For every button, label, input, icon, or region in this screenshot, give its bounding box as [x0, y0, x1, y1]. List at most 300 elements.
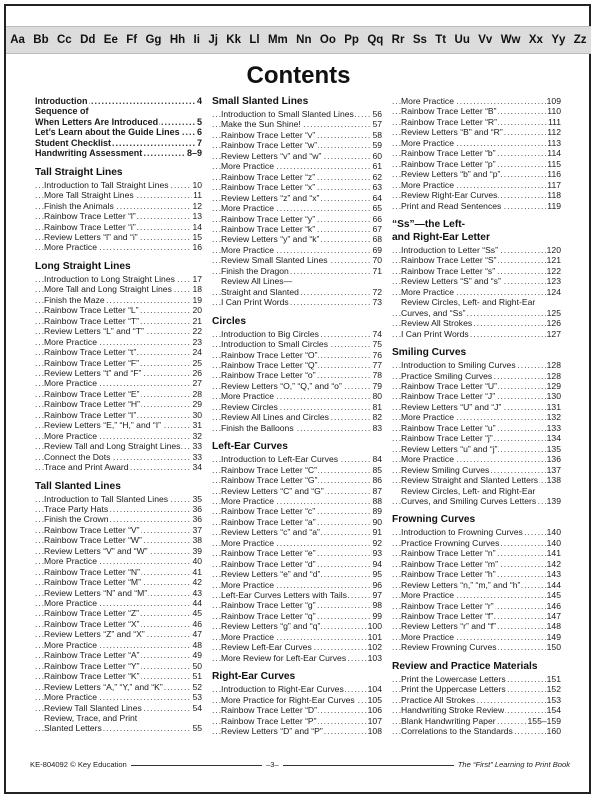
toc-entry [212, 119, 382, 129]
toc-entry-title: More Practice [401, 412, 455, 423]
toc-entry-page: 81 [372, 401, 382, 412]
toc-entry-page: 114 [547, 148, 561, 159]
toc-entry [35, 588, 202, 598]
toc-entry-title: Rainbow Trace Letter “P” [221, 715, 317, 726]
section-heading: Small Slanted Lines [212, 96, 309, 107]
toc-entry [392, 716, 561, 726]
toc-entry-page: 76 [372, 349, 382, 360]
alphabet-letter-pair: Vv [478, 34, 493, 46]
toc-entry [212, 653, 382, 663]
section-heading: Review and Practice Materials [392, 660, 538, 672]
toc-entry-page: 134 [546, 433, 561, 444]
toc-entry-title: Finish the Crown [44, 514, 109, 525]
toc-entry-title: Review Circles [221, 401, 278, 412]
toc-entry [212, 381, 382, 391]
section-heading: Tall Straight Lines [35, 166, 123, 178]
toc-entry [35, 556, 202, 566]
toc-entry-page: 160 [546, 726, 561, 737]
toc-entry-title: Curves, and “Ss” [401, 307, 466, 318]
toc-entry-title: Review Circles, Left- and Right-Ear [401, 485, 536, 496]
toc-entry-page: 61 [372, 161, 382, 172]
toc-entry-title: Introduction to Letter “Ss” [401, 244, 498, 255]
toc-entry-page: 101 [367, 631, 382, 642]
toc-entry-title: Student Checklist [35, 137, 112, 148]
alphabet-letter-pair: Oo [319, 34, 336, 46]
section-heading: Tall Slanted Lines [35, 480, 121, 492]
toc-entry-title: More Practice [44, 242, 98, 253]
toc-entry [212, 548, 382, 558]
toc-entry [392, 580, 561, 590]
alphabet-letter-pair: Xx [528, 34, 543, 46]
toc-entry [212, 109, 382, 119]
toc-entry-title: I Can Print Words [221, 297, 289, 308]
toc-entry-page: 129 [546, 380, 561, 391]
toc-entry-page: 141 [546, 548, 561, 559]
toc-entry-title: Rainbow Trace Letter “k” [221, 223, 316, 234]
section-heading: “Ss”—the Left- [392, 218, 466, 230]
toc-entry-title: Rainbow Trace Letter “z” [221, 171, 316, 182]
toc-entry-page: 119 [547, 200, 561, 211]
toc-entry-page: 107 [367, 715, 382, 726]
alphabet-letter-pair: Cc [56, 34, 72, 46]
toc-entry-title: More Practice [221, 391, 275, 402]
toc-entry-title: Rainbow Trace Letter “A” [44, 650, 140, 661]
toc-entry-page: 26 [192, 367, 202, 378]
toc-entry-title: Rainbow Trace Letter “j” [401, 433, 493, 444]
toc-entry-title: Rainbow Trace Letter “w” [221, 140, 317, 151]
toc-entry [392, 527, 561, 537]
toc-entry [392, 444, 561, 454]
toc-entry-page: 33 [192, 451, 202, 462]
toc-entry-title: Review Letters “r” and “f” [401, 621, 497, 632]
toc-entry-title: Review Letters “C” and “G” [221, 485, 324, 496]
toc-entry-page: 97 [372, 590, 382, 601]
toc-entry [35, 284, 202, 294]
toc-entry-title: Print the Lowercase Letters [401, 673, 506, 684]
toc-entry [35, 106, 202, 116]
alphabet-letter-pair: Tt [435, 34, 447, 46]
toc-entry-title: More Practice [44, 336, 98, 347]
toc-entry-page: 53 [192, 692, 202, 703]
toc-entry-page: 14 [192, 221, 202, 232]
section-heading: Frowning Curves [392, 514, 476, 526]
toc-entry [212, 245, 382, 255]
toc-entry-title: Rainbow Trace Letter “a” [221, 516, 316, 527]
toc-entry-title: Finish the Balloons [221, 422, 294, 433]
toc-entry-title: More Practice [401, 454, 455, 465]
toc-entry [392, 486, 561, 496]
alphabet-letter-pair: Nn [296, 34, 312, 46]
toc-entry [35, 316, 202, 326]
toc-entry [212, 412, 382, 422]
toc-entry-title: More Practice [401, 286, 455, 297]
toc-entry [212, 350, 382, 360]
toc-entry [212, 266, 382, 276]
alphabet-letter-pair: Mm [267, 34, 288, 46]
toc-entry [35, 546, 202, 556]
toc-entry [35, 441, 202, 451]
toc-entry-title: When Letters Are Introduced [35, 116, 159, 127]
toc-entry-page: 147 [546, 611, 561, 622]
toc-entry [392, 632, 561, 642]
toc-entry [212, 695, 382, 705]
alphabet-letter-pair: Ww [500, 34, 521, 46]
toc-entry-page: 17 [192, 273, 202, 284]
toc-entry-title: More Practice [44, 556, 98, 567]
section-heading: Circles [212, 315, 246, 327]
toc-entry [35, 494, 202, 504]
toc-entry-title: Review Letters “A,” “Y,” and “K” [44, 681, 163, 692]
toc-entry [212, 506, 382, 516]
toc-entry-page: 43 [192, 587, 202, 598]
toc-entry-page: 139 [546, 495, 561, 506]
toc-entry-title: More Practice for Right-Ear Curves [221, 694, 355, 705]
toc-entry [392, 148, 561, 158]
page-footer [30, 760, 570, 772]
toc-entry [212, 339, 382, 349]
toc-entry-page: 104 [367, 684, 382, 695]
toc-entry-page: 75 [372, 339, 382, 350]
toc-entry-page: 144 [546, 579, 561, 590]
toc-entry [212, 360, 382, 370]
toc-entry [35, 399, 202, 409]
toc-entry [35, 504, 202, 514]
toc-entry-page: 30 [192, 409, 202, 420]
toc-entry-page: 131 [546, 401, 561, 412]
toc-entry-title: Rainbow Trace Letter “O” [221, 349, 318, 360]
toc-entry-page: 84 [372, 454, 382, 465]
toc-entry-title: Rainbow Trace Letter “p” [401, 158, 496, 169]
toc-entry [392, 391, 561, 401]
toc-entry-page: 133 [546, 422, 561, 433]
toc-entry-title: Finish the Maze [44, 294, 105, 305]
alphabet-letter-pair: Qq [367, 34, 384, 46]
toc-entry-page: 10 [192, 179, 202, 190]
toc-entry [35, 222, 202, 232]
toc-entry-page: 143 [546, 569, 561, 580]
toc-entry-page: 106 [367, 705, 382, 716]
toc-entry [212, 224, 382, 234]
toc-entry [35, 347, 202, 357]
toc-entry-page: 92 [372, 537, 382, 548]
toc-entry-title: Rainbow Trace Letter “i” [44, 221, 136, 232]
alphabet-letter-pair: Ii [193, 34, 200, 46]
toc-entry-title: Rainbow Trace Letter “S” [401, 255, 497, 266]
toc-entry-page: 52 [192, 681, 202, 692]
toc-entry-page: 78 [372, 370, 382, 381]
toc-entry [392, 621, 561, 631]
toc-entry [392, 371, 561, 381]
toc-entry [212, 234, 382, 244]
toc-entry-page: 63 [372, 182, 382, 193]
toc-entry-title: Introduction to Big Circles [221, 328, 319, 339]
alphabet-letter-pair: Dd [80, 34, 96, 46]
toc-entry-title: Review Letters “O,” “Q,” and “o” [221, 380, 342, 391]
toc-entry [212, 140, 382, 150]
toc-entry-page: 128 [546, 360, 561, 371]
toc-entry-page: 87 [372, 485, 382, 496]
toc-entry [392, 590, 561, 600]
toc-entry-title: Rainbow Trace Letter “B” [401, 106, 497, 117]
section-heading: Long Straight Lines [35, 260, 131, 272]
toc-entry-page: 46 [192, 618, 202, 629]
toc-entry-page: 47 [192, 629, 202, 640]
toc-entry [212, 517, 382, 527]
toc-entry-title: Review Letters “l” and “i” [44, 231, 138, 242]
toc-entry-page: 142 [546, 558, 561, 569]
toc-entry [212, 642, 382, 652]
toc-entry-title: Review Left-Ear Curves [221, 642, 312, 653]
toc-entry-page: 22 [192, 326, 202, 337]
footer-publisher: KE-804092 © Key Education [30, 760, 131, 769]
toc-entry-title: Correlations to the Standards [401, 726, 513, 737]
toc-entry [212, 538, 382, 548]
toc-entry-title: Rainbow Trace Letter “x” [221, 182, 316, 193]
toc-entry-page: 15 [192, 231, 202, 242]
toc-entry-title: Introduction to Frowning Curves [401, 527, 523, 538]
toc-entry [212, 590, 382, 600]
toc-entry [212, 203, 382, 213]
toc-entry-page: 125 [546, 307, 561, 318]
toc-entry-title: Review Letters “t” and “F” [44, 367, 142, 378]
toc-entry [392, 360, 561, 370]
toc-entry-title: Rainbow Trace Letter “t” [44, 347, 137, 358]
toc-entry-title: Rainbow Trace Letter “h” [401, 569, 496, 580]
toc-entry [392, 190, 561, 200]
toc-entry-page: 79 [372, 380, 382, 391]
toc-entry-title: Review Straight and Slanted Letters [401, 475, 539, 486]
toc-entry-page: 31 [192, 420, 202, 431]
toc-entry-title: Rainbow Trace Letter “H” [44, 399, 140, 410]
toc-entry [212, 370, 382, 380]
toc-entry [35, 96, 202, 106]
toc-entry-title: Rainbow Trace Letter “X” [44, 618, 140, 629]
toc-entry-title: Rainbow Trace Letter “Z” [44, 608, 140, 619]
toc-entry-page: 130 [546, 391, 561, 402]
toc-entry [35, 525, 202, 535]
toc-entry-page: 117 [547, 179, 561, 190]
toc-entry [212, 486, 382, 496]
toc-entry [35, 682, 202, 692]
toc-entry-title: Rainbow Trace Letter “m” [401, 558, 498, 569]
toc-column-2 [212, 96, 382, 736]
toc-entry-page: 36 [192, 514, 202, 525]
toc-entry-page: 29 [192, 399, 202, 410]
toc-entry-title: More Practice [401, 179, 455, 190]
toc-entry-title: Trace Party Hats [44, 503, 109, 514]
toc-entry [392, 569, 561, 579]
toc-entry-title: Rainbow Trace Letter “s” [401, 265, 496, 276]
toc-entry-page: 58 [372, 129, 382, 140]
toc-entry-title: Review Small Slanted Lines [221, 255, 328, 266]
alphabet-letter-pair: Gg [145, 34, 162, 46]
toc-entry-page: 50 [192, 660, 202, 671]
alphabet-letter-pair: Ee [103, 34, 118, 46]
toc-entry-page: 70 [372, 255, 382, 266]
toc-entry-title: More Practice [221, 161, 275, 172]
toc-entry-page: 124 [546, 286, 561, 297]
toc-column-3 [392, 96, 561, 737]
toc-entry-title: Rainbow Trace Letter “T” [44, 315, 140, 326]
toc-entry-page: 148 [546, 621, 561, 632]
toc-entry [392, 412, 561, 422]
toc-entry [392, 642, 561, 652]
toc-entry-page: 110 [547, 106, 561, 117]
toc-entry-page: 127 [546, 328, 561, 339]
alphabet-letter-pair: Yy [551, 34, 566, 46]
toc-entry [35, 567, 202, 577]
toc-entry-title: Let’s Learn about the Guide Lines [35, 127, 180, 138]
toc-entry [392, 297, 561, 307]
toc-entry-page: 140 [546, 527, 561, 538]
toc-entry [212, 161, 382, 171]
toc-entry-page: 100 [367, 621, 382, 632]
toc-entry-page: 74 [372, 328, 382, 339]
toc-entry-page: 28 [192, 388, 202, 399]
toc-entry-title: Review Smiling Curves [401, 464, 490, 475]
toc-entry-page: 109 [546, 96, 561, 106]
toc-entry-page: 123 [546, 276, 561, 287]
toc-entry-title: Review Letters “D” and “P” [221, 726, 323, 737]
alphabet-letter-pair: Zz [573, 34, 587, 46]
toc-entry-title: Review All Strokes [401, 318, 473, 329]
toc-entry-page: 140 [546, 537, 561, 548]
toc-entry [392, 705, 561, 715]
toc-entry-title: Rainbow Trace Letter “D” [221, 705, 317, 716]
toc-entry-title: Print the Uppercase Letters [401, 684, 506, 695]
toc-entry-page: 90 [372, 516, 382, 527]
toc-entry [35, 201, 202, 211]
toc-entry-title: Rainbow Trace Letter “q” [221, 610, 316, 621]
toc-entry-page: 154 [546, 705, 561, 716]
toc-entry-page: 132 [546, 412, 561, 423]
toc-entry-title: More Practice [44, 378, 98, 389]
toc-entry [212, 402, 382, 412]
toc-entry [35, 326, 202, 336]
toc-entry-page: 136 [546, 454, 561, 465]
toc-entry [392, 475, 561, 485]
toc-entry [35, 723, 202, 733]
toc-entry-title: Rainbow Trace Letter “G” [221, 475, 318, 486]
toc-entry [392, 287, 561, 297]
toc-entry-title: Rainbow Trace Letter “F” [44, 357, 140, 368]
toc-entry-title: Introduction to Smiling Curves [401, 360, 516, 371]
toc-entry-page: 115 [547, 158, 561, 169]
toc-entry-page: 99 [372, 610, 382, 621]
toc-entry-page: 23 [192, 336, 202, 347]
toc-entry [392, 276, 561, 286]
toc-entry-title: Rainbow Trace Letter “b” [401, 148, 496, 159]
toc-entry-title: More Practice [44, 639, 98, 650]
toc-entry [212, 527, 382, 537]
toc-entry [35, 598, 202, 608]
toc-entry [212, 329, 382, 339]
toc-entry-page: 145 [546, 590, 561, 601]
toc-entry-page: 44 [192, 598, 202, 609]
toc-entry-title: Straight and Slanted [221, 286, 299, 297]
toc-entry [392, 674, 561, 684]
toc-entry-page: 55 [192, 723, 202, 734]
toc-entry [392, 548, 561, 558]
alphabet-letter-pair: Ss [412, 34, 427, 46]
toc-entry [35, 671, 202, 681]
toc-entry-title: Rainbow Trace Letter “d” [221, 558, 316, 569]
toc-entry-page: 64 [372, 192, 382, 203]
toc-entry [392, 684, 561, 694]
toc-entry [35, 305, 202, 315]
toc-entry-page: 56 [372, 109, 382, 119]
toc-entry-page: 82 [372, 412, 382, 423]
toc-entry-page: 42 [192, 577, 202, 588]
toc-entry-page: 57 [372, 119, 382, 130]
toc-entry-title: Rainbow Trace Letter “E” [44, 388, 140, 399]
toc-entry-title: Rainbow Trace Letter “u” [401, 422, 496, 433]
toc-entry-page: 146 [546, 600, 561, 611]
toc-entry-page: 68 [372, 234, 382, 245]
toc-entry-title: Curves, and Smiling Curves Letters [401, 495, 537, 506]
toc-entry-page: 27 [192, 378, 202, 389]
toc-entry-title: Trace and Print Award [44, 462, 129, 473]
toc-entry-title: Rainbow Trace Letter “U” [401, 380, 497, 391]
toc-entry [392, 201, 561, 211]
toc-entry-page: 36 [192, 503, 202, 514]
toc-column-1 [35, 96, 202, 734]
toc-entry [392, 329, 561, 339]
toc-entry [35, 190, 202, 200]
alphabet-letter-pair: Jj [208, 34, 218, 46]
toc-entry-title: Practice All Strokes [401, 694, 476, 705]
toc-entry [212, 621, 382, 631]
toc-entry-title: Review Letters “n,” “m,” and “h” [401, 579, 521, 590]
toc-entry-page: 73 [372, 297, 382, 308]
toc-entry [392, 496, 561, 506]
toc-entry-page: 4 [196, 96, 202, 106]
toc-entry-title: Rainbow Trace Letter “l” [44, 211, 136, 222]
alphabet-banner [6, 26, 591, 54]
toc-entry [212, 632, 382, 642]
toc-entry [212, 297, 382, 307]
toc-entry-title: More Practice [44, 430, 98, 441]
toc-entry-page: 32 [192, 430, 202, 441]
toc-entry-page: 91 [372, 527, 382, 538]
footer-page-number: –3– [262, 760, 283, 769]
toc-entry-title: Rainbow Trace Letter “C” [221, 464, 317, 475]
toc-entry-page: 85 [372, 464, 382, 475]
toc-entry [35, 713, 202, 723]
toc-entry-title: Review, Trace, and Print [44, 713, 138, 724]
toc-entry [35, 148, 202, 158]
toc-entry [392, 180, 561, 190]
toc-entry-page: 6 [196, 127, 202, 138]
toc-entry [392, 538, 561, 548]
toc-entry [212, 716, 382, 726]
toc-entry-page: 65 [372, 203, 382, 214]
toc-entry-page: 19 [192, 294, 202, 305]
toc-entry [212, 705, 382, 715]
toc-entry [35, 180, 202, 190]
toc-entry-title: Rainbow Trace Letter “R” [401, 116, 497, 127]
toc-entry-page: 51 [192, 671, 202, 682]
toc-entry [392, 559, 561, 569]
toc-entry-page: 102 [367, 642, 382, 653]
toc-entry-page: 71 [372, 265, 382, 276]
toc-entry-title: Rainbow Trace Letter “I” [44, 409, 137, 420]
toc-entry-title: Review All Lines and Circles [221, 412, 329, 423]
toc-entry-title: I Can Print Words [401, 328, 469, 339]
alphabet-letter-pair: Ll [249, 34, 260, 46]
toc-entry [212, 391, 382, 401]
toc-entry-title: Introduction to Tall Straight Lines [44, 179, 169, 190]
